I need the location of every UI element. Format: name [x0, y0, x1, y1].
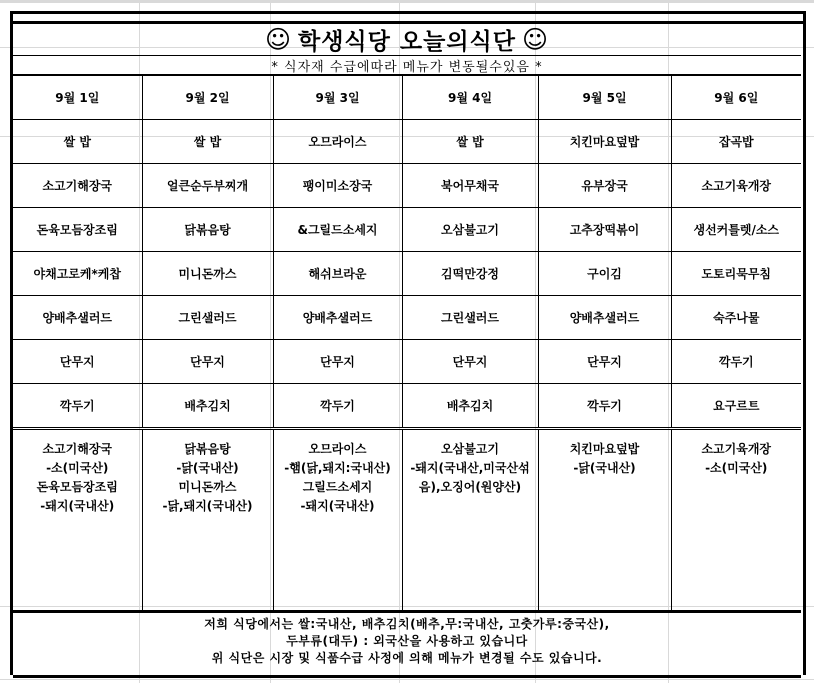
- menu-cell[interactable]: 숙주나물: [671, 296, 801, 340]
- menu-row-side3: [13, 340, 801, 384]
- menu-cell[interactable]: 닭볶음탕: [142, 208, 273, 252]
- footer-line: 저희 식당에서는 쌀:국내산, 배추김치(배추,무:국내산, 고춧가루:중국산),: [204, 616, 610, 631]
- date-cell[interactable]: 9월 3일: [273, 76, 402, 120]
- menu-row-main: [13, 208, 801, 252]
- menu-cell[interactable]: 야채고로케*케찹: [13, 252, 142, 296]
- title-text: 학생식당 오늘의식단: [298, 29, 516, 55]
- origin-cell[interactable]: [13, 429, 142, 612]
- menu-cell[interactable]: 소고기해장국: [13, 164, 142, 208]
- origin-row: [13, 429, 801, 612]
- menu-cell[interactable]: 단무지: [402, 340, 538, 384]
- origin-line: 오삼불고기: [441, 442, 499, 456]
- menu-table: [13, 75, 801, 613]
- menu-cell[interactable]: 쌀 밥: [142, 120, 273, 164]
- menu-cell[interactable]: 도토리묵무침: [671, 252, 801, 296]
- menu-row-side2: [13, 296, 801, 340]
- menu-cell[interactable]: 쌀 밥: [13, 120, 142, 164]
- menu-cell[interactable]: 단무지: [538, 340, 671, 384]
- menu-row-kimchi: [13, 384, 801, 429]
- smiley-icon: ☺: [264, 25, 292, 54]
- menu-cell[interactable]: 유부장국: [538, 164, 671, 208]
- origin-cell[interactable]: [273, 429, 402, 612]
- menu-cell[interactable]: 깍두기: [538, 384, 671, 429]
- menu-cell[interactable]: 그린샐러드: [402, 296, 538, 340]
- menu-cell[interactable]: 잡곡밥: [671, 120, 801, 164]
- menu-cell[interactable]: 오삼불고기: [402, 208, 538, 252]
- origin-line: -닭(국내산): [573, 461, 636, 475]
- date-cell[interactable]: 9월 2일: [142, 76, 273, 120]
- origin-line: -돼지(국내산): [40, 499, 115, 513]
- date-row: [13, 76, 801, 120]
- origin-cell[interactable]: [538, 429, 671, 612]
- origin-line: 그릴드소세지: [302, 480, 373, 494]
- menu-cell[interactable]: 고추장떡볶이: [538, 208, 671, 252]
- origin-line: -돼지(국내산,미국산섞: [410, 461, 530, 475]
- menu-cell[interactable]: 요구르트: [671, 384, 801, 429]
- origin-line: 오므라이스: [308, 442, 367, 456]
- menu-cell[interactable]: 미니돈까스: [142, 252, 273, 296]
- origin-cell[interactable]: [142, 429, 273, 612]
- origin-line: 치킨마요덮밥: [569, 442, 640, 456]
- menu-cell[interactable]: 오므라이스: [273, 120, 402, 164]
- menu-cell[interactable]: 배추김치: [142, 384, 273, 429]
- origin-line: -소(미국산): [46, 461, 109, 475]
- menu-cell[interactable]: 양배추샐러드: [538, 296, 671, 340]
- date-cell[interactable]: 9월 1일: [13, 76, 142, 120]
- menu-cell[interactable]: 치킨마요덮밥: [538, 120, 671, 164]
- origin-line: 소고기해장국: [42, 442, 113, 456]
- menu-cell[interactable]: 소고기육개장: [671, 164, 801, 208]
- menu-cell[interactable]: 양배추샐러드: [273, 296, 402, 340]
- menu-cell[interactable]: 구이김: [538, 252, 671, 296]
- menu-cell[interactable]: 단무지: [142, 340, 273, 384]
- page-title[interactable]: [13, 24, 801, 56]
- smiley-icon: ☺: [521, 25, 550, 54]
- origin-cell[interactable]: [671, 429, 801, 612]
- top-border: [10, 11, 804, 14]
- origin-cell[interactable]: [402, 429, 538, 612]
- date-cell[interactable]: 9월 5일: [538, 76, 671, 120]
- menu-cell[interactable]: 양배추샐러드: [13, 296, 142, 340]
- menu-row-soup: [13, 164, 801, 208]
- menu-cell[interactable]: 단무지: [273, 340, 402, 384]
- origin-line: 음),오징어(원양산): [418, 480, 522, 494]
- footer-line: 두부류(대두) : 외국산을 사용하고 있습니다: [286, 633, 528, 648]
- menu-cell[interactable]: 깍두기: [13, 384, 142, 429]
- menu-cell[interactable]: 얼큰순두부찌개: [142, 164, 273, 208]
- menu-cell[interactable]: 깍두기: [671, 340, 801, 384]
- date-cell[interactable]: 9월 4일: [402, 76, 538, 120]
- menu-cell[interactable]: 쌀 밥: [402, 120, 538, 164]
- origin-line: -돼지(국내산): [300, 499, 375, 513]
- menu-cell[interactable]: 깍두기: [273, 384, 402, 429]
- subtitle-notice[interactable]: * 식자재 수급에따라 메뉴가 변동될수있음 *: [13, 56, 801, 75]
- menu-cell[interactable]: 생선커틀렛/소스: [671, 208, 801, 252]
- menu-cell[interactable]: 돈육모듬장조림: [13, 208, 142, 252]
- menu-cell[interactable]: 배추김치: [402, 384, 538, 429]
- origin-line: 소고기육개장: [701, 442, 772, 456]
- origin-line: -닭(국내산): [176, 461, 239, 475]
- date-cell[interactable]: 9월 6일: [671, 76, 801, 120]
- sheet-column-header-edge: [0, 0, 814, 3]
- menu-cell[interactable]: 김떡만강정: [402, 252, 538, 296]
- origin-line: 돈육모듬장조림: [36, 480, 118, 494]
- origin-line: 미니돈까스: [178, 480, 237, 494]
- origin-line: -닭,돼지(국내산): [162, 499, 253, 513]
- menu-row-rice: [13, 120, 801, 164]
- menu-cell[interactable]: 북어무채국: [402, 164, 538, 208]
- footer-line: 위 식단은 시장 및 식품수급 사정에 의해 메뉴가 변경될 수도 있습니다.: [211, 650, 603, 665]
- menu-row-side1: [13, 252, 801, 296]
- menu-cell[interactable]: 팽이미소장국: [273, 164, 402, 208]
- origin-line: -햄(닭,돼지:국내산): [284, 461, 391, 475]
- menu-cell[interactable]: &그릴드소세지: [273, 208, 402, 252]
- menu-cell[interactable]: 그린샐러드: [142, 296, 273, 340]
- menu-cell[interactable]: 해쉬브라운: [273, 252, 402, 296]
- gridline: [0, 679, 814, 680]
- menu-cell[interactable]: 단무지: [13, 340, 142, 384]
- origin-line: 닭볶음탕: [184, 442, 231, 456]
- footer-notice[interactable]: [13, 607, 801, 678]
- origin-line: -소(미국산): [705, 461, 768, 475]
